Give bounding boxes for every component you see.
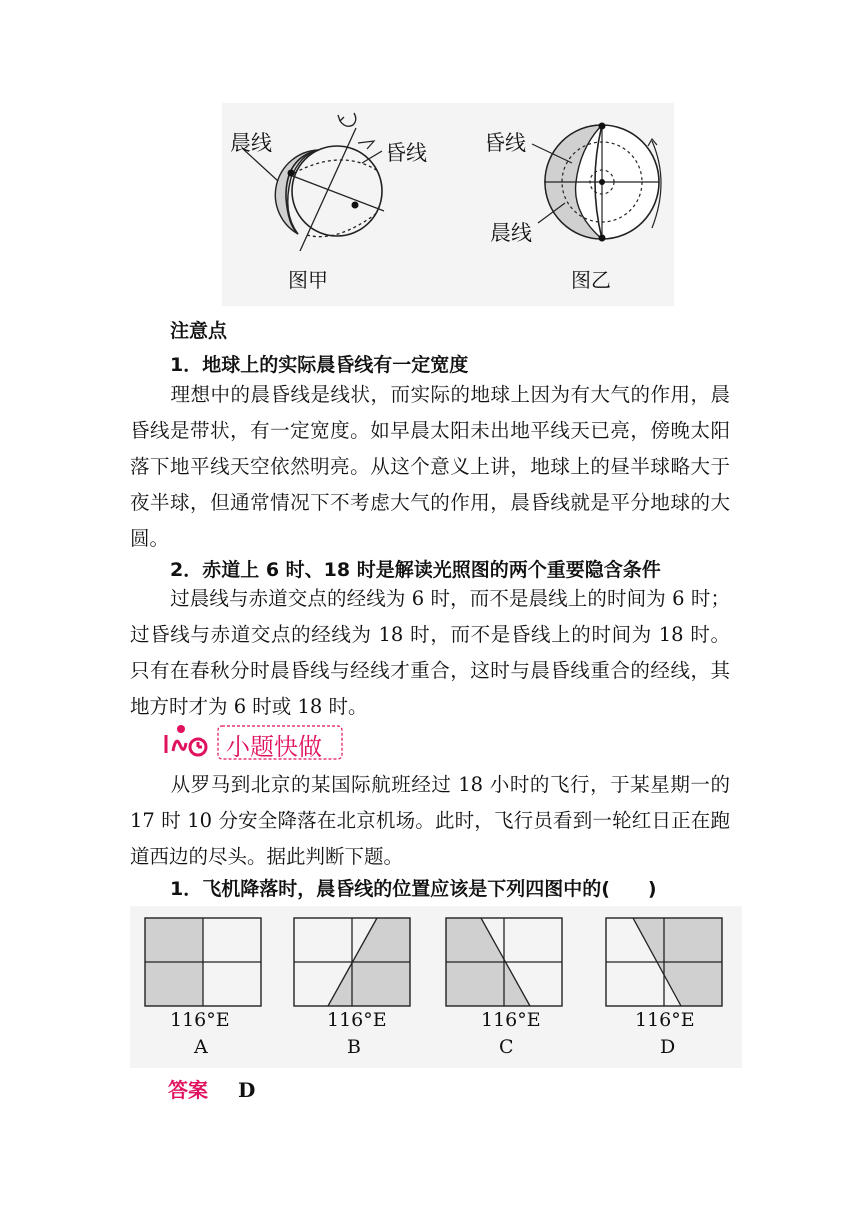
options-figure xyxy=(130,906,742,1068)
intro-text: 从罗马到北京的某国际航班经过 18 小时的飞行，于某星期一的 17 时 10 分安全降落在北京机场。此时，飞行员看到一轮红日正在跑道西边的尽头。据此判断下题。 xyxy=(130,773,730,868)
daylight-figure xyxy=(222,103,674,306)
point1-paragraph xyxy=(130,377,730,557)
option-d-longitude: 116°E xyxy=(635,1009,695,1031)
answer-line xyxy=(168,1074,255,1103)
answer-label: 答案 xyxy=(168,1078,208,1102)
option-d-letter: D xyxy=(660,1036,676,1058)
option-c-longitude: 116°E xyxy=(481,1009,541,1031)
option-c-diagram xyxy=(446,918,562,1006)
caption-yi: 图乙 xyxy=(571,268,611,292)
option-d-diagram xyxy=(606,918,722,1006)
point1-text: 理想中的晨昏线是线状，而实际的地球上因为有大气的作用，晨昏线是带状，有一定宽度。如早晨太阳未出地平线天已亮，傍晚太阳落下地平线天空依然明亮。从这个意义上讲，地球上的昼半球略大于夜半球，但通常情况下不考虑大气的作用，晨昏线就是平分地球的大圆。 xyxy=(130,383,730,550)
option-b-longitude: 116°E xyxy=(327,1009,387,1031)
label-hunxian-yi: 昏线 xyxy=(484,131,526,155)
option-a-letter: A xyxy=(194,1036,208,1058)
section-title: 小题快做 xyxy=(226,733,322,761)
option-c-letter: C xyxy=(499,1036,514,1058)
option-b-diagram xyxy=(294,918,410,1006)
notes-title: 注意点 xyxy=(170,320,228,342)
point2-paragraph xyxy=(130,581,730,725)
option-a-longitude: 116°E xyxy=(170,1009,230,1031)
label-chenxian-jia: 晨线 xyxy=(230,131,272,155)
caption-jia: 图甲 xyxy=(288,268,328,292)
answer-value: D xyxy=(237,1078,256,1102)
section-logo xyxy=(160,721,348,765)
label-chenxian-yi: 晨线 xyxy=(490,221,532,245)
intro-paragraph xyxy=(130,767,730,875)
point2-text: 过晨线与赤道交点的经线为 6 时，而不是晨线上的时间为 6 时；过昏线与赤道交点的经线为 18 时，而不是昏线上的时间为 18 时。只有在春秋分时晨昏线与经线才重合，这时与晨昏线重合的经线，其地方时才为 6 时或 18 时。 xyxy=(130,587,730,718)
figure-yi-diagram xyxy=(532,123,661,242)
option-a-diagram xyxy=(145,918,261,1006)
point2-title: 2．赤道上 6 时、18 时是解读光照图的两个重要隐含条件 xyxy=(170,559,661,581)
point1-title: 1．地球上的实际晨昏线有一定宽度 xyxy=(170,354,469,376)
option-b-letter: B xyxy=(347,1036,361,1058)
question-1: 1．飞机降落时，晨昏线的位置应该是下列四图中的( ) xyxy=(170,878,657,900)
quick-quiz-icon xyxy=(166,725,206,755)
label-hunxian-jia: 昏线 xyxy=(385,141,427,165)
